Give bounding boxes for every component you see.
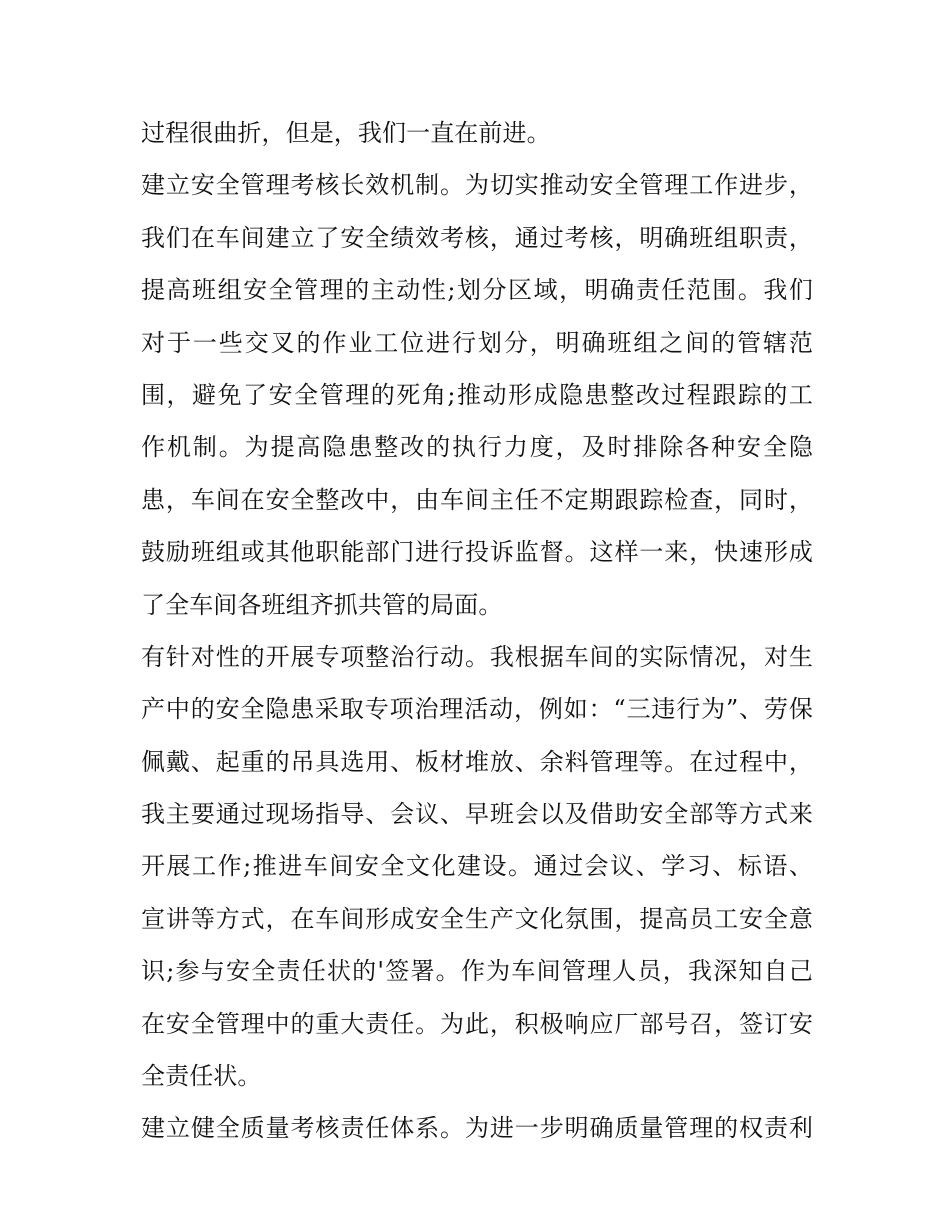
text-line: 建立健全质量考核责任体系。为进一步明确质量管理的权责利 xyxy=(141,1114,813,1143)
text-line: 宣讲等方式，在车间形成安全生产文化氛围，提高员工安全意 xyxy=(141,904,813,933)
text-line: 提高班组安全管理的主动性;划分区域，明确责任范围。我们 xyxy=(141,276,813,305)
text-line: 识;参与安全责任状的'签署。作为车间管理人员，我深知自己 xyxy=(141,957,813,986)
text-line: 在安全管理中的重大责任。为此，积极响应厂部号召，签订安 xyxy=(141,1009,813,1038)
text-line: 佩戴、起重的吊具选用、板材堆放、余料管理等。在过程中， xyxy=(141,747,813,776)
body-text xyxy=(141,107,813,1155)
text-line: 患，车间在安全整改中，由车间主任不定期跟踪检查，同时， xyxy=(141,485,813,514)
text-line: 作机制。为提高隐患整改的执行力度，及时排除各种安全隐 xyxy=(141,433,813,462)
text-line: 建立安全管理考核长效机制。为切实推动安全管理工作进步， xyxy=(141,171,813,200)
text-line: 鼓励班组或其他职能部门进行投诉监督。这样一来，快速形成 xyxy=(141,538,813,567)
text-line: 对于一些交叉的作业工位进行划分，明确班组之间的管辖范 xyxy=(141,328,813,357)
text-line: 全责任状。 xyxy=(141,1062,262,1091)
text-line: 开展工作;推进车间安全文化建设。通过会议、学习、标语、 xyxy=(141,852,813,881)
text-line: 产中的安全隐患采取专项治理活动，例如：“三违行为”、劳保 xyxy=(141,695,813,724)
text-line: 我们在车间建立了安全绩效考核，通过考核，明确班组职责， xyxy=(141,223,813,252)
text-line: 过程很曲折，但是，我们一直在前进。 xyxy=(141,119,551,147)
text-line: 有针对性的开展专项整治行动。我根据车间的实际情况，对生 xyxy=(141,642,813,671)
text-line: 了全车间各班组齐抓共管的局面。 xyxy=(141,590,503,619)
text-line: 围，避免了安全管理的死角;推动形成隐患整改过程跟踪的工 xyxy=(141,380,813,409)
text-line: 我主要通过现场指导、会议、早班会以及借助安全部等方式来 xyxy=(141,800,813,829)
